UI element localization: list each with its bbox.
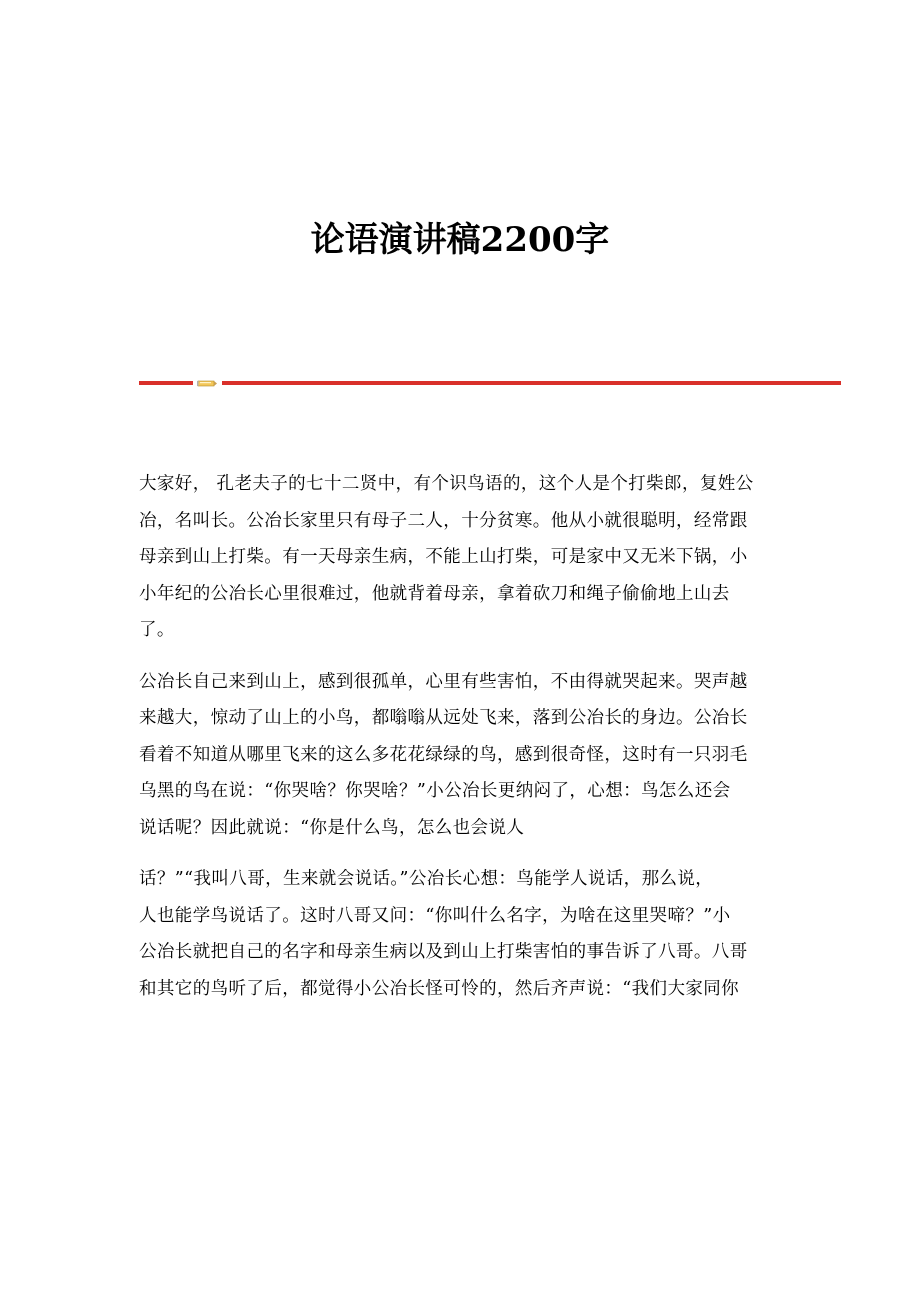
paragraph-3 (139, 861, 789, 1007)
divider-right-segment (222, 381, 841, 385)
text-line: 说话呢？因此就说：“你是什么鸟，怎么也会说人 (139, 817, 525, 838)
text-line: 公冶长就把自己的名字和母亲生病以及到山上打柴害怕的事告诉了八哥。八哥 (139, 942, 748, 962)
text-line: 冶，名叫长。公冶长家里只有母子二人，十分贫寒。他从小就很聪明，经常跟 (139, 510, 748, 531)
text-line: 大家好， 孔老夫子的七十二贤中，有个识鸟语的，这个人是个打柴郎，复姓公 (139, 474, 754, 494)
text-line: 乌黑的鸟在说：“你哭啥？你哭啥？”小公冶长更纳闷了，心想：鸟怎么还会 (139, 781, 731, 801)
text-line: 了。 (139, 620, 175, 640)
text-line: 和其它的鸟听了后，都觉得小公冶长怪可怜的，然后齐声说：“我们大家同你 (139, 978, 740, 999)
body-text (139, 466, 789, 1022)
text-line: 公冶长自己来到山上，感到很孤单，心里有些害怕，不由得就哭起来。哭声越 (139, 671, 748, 692)
text-line: 看着不知道从哪里飞来的这么多花花绿绿的鸟，感到很奇怪，这时有一只羽毛 (139, 744, 748, 765)
paragraph-2 (139, 664, 789, 847)
divider-left-segment (139, 381, 193, 385)
text-line: 话？”“我叫八哥，生来就会说话。”公冶长心想：鸟能学人说话，那么说， (139, 869, 714, 889)
title-divider (139, 378, 841, 388)
text-line: 小年纪的公冶长心里很难过，他就背着母亲，拿着砍刀和绳子偷偷地上山去 (139, 583, 730, 604)
pencil-ornament-icon (197, 380, 217, 387)
text-line: 人也能学鸟说话了。这时八哥又问：“你叫什么名字，为啥在这里哭啼？”小 (139, 905, 731, 926)
page-title: 论语演讲稿2200字 (310, 220, 610, 260)
text-line: 来越大，惊动了山上的小鸟，都嗡嗡从远处飞来，落到公冶长的身边。公冶长 (139, 708, 748, 728)
paragraph-1 (139, 466, 789, 649)
text-line: 母亲到山上打柴。有一天母亲生病，不能上山打柴，可是家中又无米下锅，小 (139, 547, 748, 567)
